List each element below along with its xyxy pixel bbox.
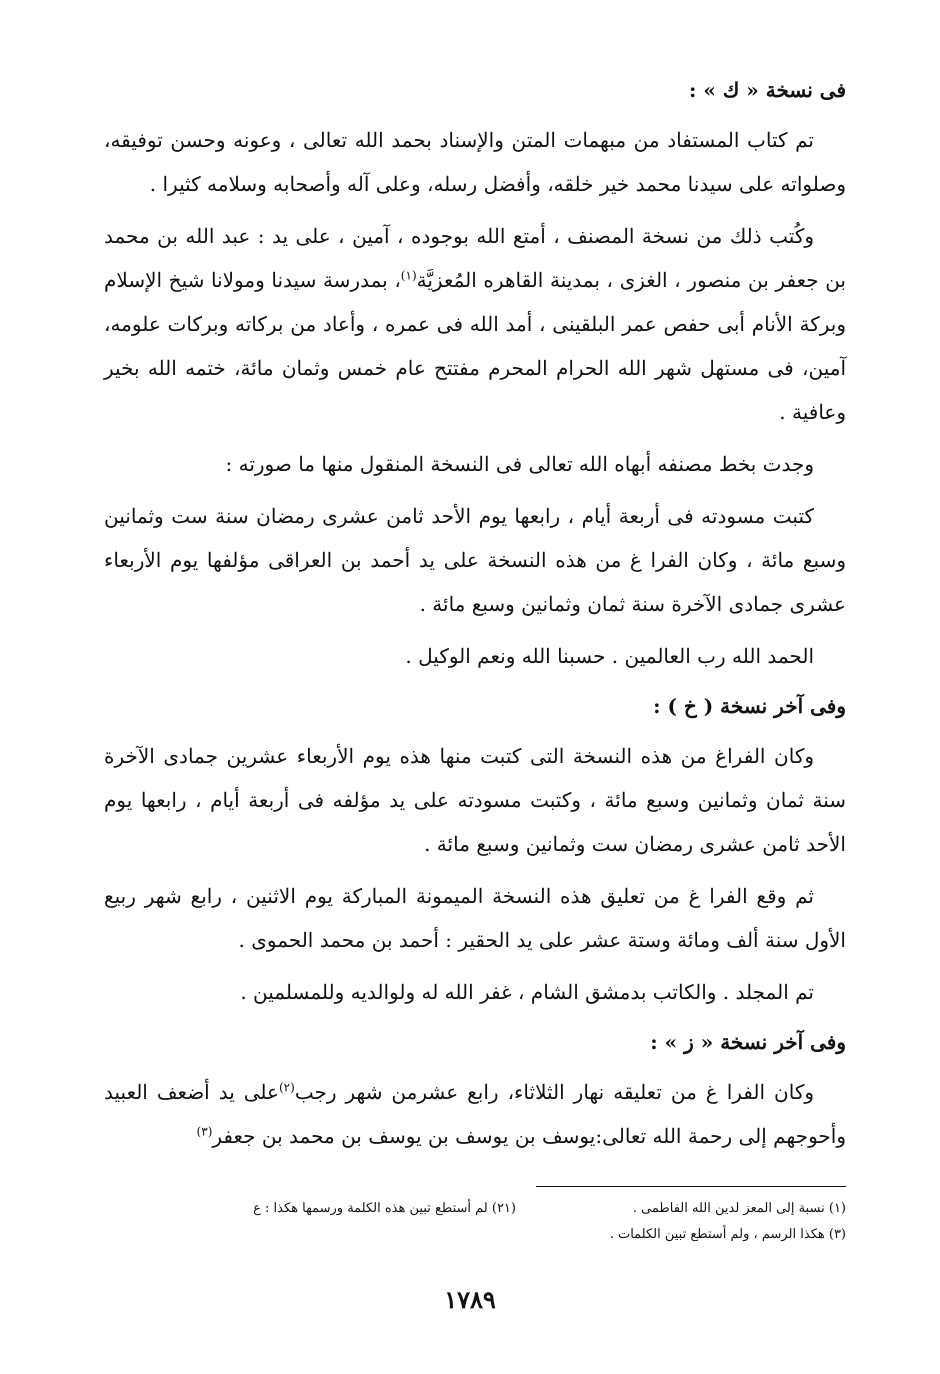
footnote-ref-1: (١) — [400, 268, 417, 283]
paragraph-z1 — [104, 1070, 846, 1158]
paragraph-k2-part-a: وكُتب ذلك من نسخة المصنف ، أمتع الله بوجوده ، آمين ، على يد : عبد الله بن محمد بن جعفر بن منصور ، الغزى ، بمدينة القاهره المُعزيَّة — [104, 224, 846, 292]
section-heading-k: فى نسخة « ك » : — [689, 78, 846, 102]
paragraph-k2-part-b: ، بمدرسة سيدنا ومولانا شيخ الإسلام وبركة الأنام أبى حفص عمر البلقينى ، أمد الله فى عمره ، وأعاد من بركاته وبركات علومه، آمين، فى مستهل شهر الله الحرام المحرم مفتتح عام خمس وثمان مائة، ختمه الله بخير وعافية . — [104, 268, 846, 424]
footnote-3: (٣) هكذا الرسم ، ولم أستطع تبين الكلمات . — [609, 1227, 846, 1242]
footnote-row — [104, 1196, 846, 1222]
footnote-separator — [536, 1186, 846, 1187]
page-body — [104, 70, 846, 1158]
paragraph-k3: وجدت بخط مصنفه أبهاه الله تعالى فى النسخة المنقول منها ما صورته : — [225, 452, 814, 476]
paragraph-k4: كتبت مسودته فى أربعة أيام ، رابعها يوم الأحد ثامن عشرى رمضان سنة ست وثمانين وسبع مائة ، وكان الفرا غ من هذه النسخة على يد أحمد بن العراقى مؤلفها يوم الأربعاء عشرى جمادى الآخرة سنة ثمان وثمانين وسبع مائة . — [104, 504, 846, 616]
footnote-1: (١) نسبة إلى المعز لدين الله الفاطمى . — [632, 1201, 846, 1216]
page-number: ١٧٨٩ — [444, 1285, 496, 1314]
footnote-ref-2: (٢) — [278, 1080, 295, 1095]
paragraph-z1-part-a: وكان الفرا غ من تعليقه نهار الثلاثاء، رابع عشرمن شهر رجب — [294, 1080, 815, 1104]
paragraph-z1-part-b: على يد أضعف العبيد وأحوجهم إلى رحمة الله تعالى:يوسف بن يوسف بن يوسف بن محمد بن جعفر — [104, 1080, 846, 1148]
paragraph-kh3: تم المجلد . والكاتب بدمشق الشام ، غفر الله له ولوالديه وللمسلمين . — [240, 980, 814, 1004]
paragraph-kh1: وكان الفراغ من هذه النسخة التى كتبت منها هذه يوم الأربعاء عشرين جمادى الآخرة سنة ثمان وثمانين وسبع مائة ، وكتبت مسودته على يد مؤلفه فى أربعة أيام ، رابعها يوم الأحد ثامن عشرى رمضان ست وثمانين وسبع مائة . — [104, 744, 846, 856]
paragraph-k1: تم كتاب المستفاد من مبهمات المتن والإسناد بحمد الله تعالى ، وعونه وحسن توفيقه، وصلواته على سيدنا محمد خير خلقه، وأفضل رسله، وعلى آله وأصحابه وسلامه كثيرا . — [104, 128, 846, 196]
section-heading-kh: وفى آخر نسخة ( خ ) : — [653, 694, 846, 718]
paragraph-kh2: ثم وقع الفرا غ من تعليق هذه النسخة الميمونة المباركة يوم الاثنين ، رابع شهر ربيع الأول سنة ألف ومائة وستة عشر على يد الحقير : أحمد بن محمد الحموى . — [104, 884, 846, 952]
section-heading-z: وفى آخر نسخة « ز » : — [650, 1030, 846, 1054]
footnote-ref-3: (٣) — [196, 1124, 213, 1139]
footnote-2: (٢١) لم أستطع تبين هذه الكلمة ورسمها هكذا : ع — [253, 1201, 516, 1216]
footnotes — [104, 1196, 846, 1248]
paragraph-k5: الحمد الله رب العالمين . حسبنا الله ونعم الوكيل . — [405, 644, 814, 668]
paragraph-k2 — [104, 214, 846, 434]
